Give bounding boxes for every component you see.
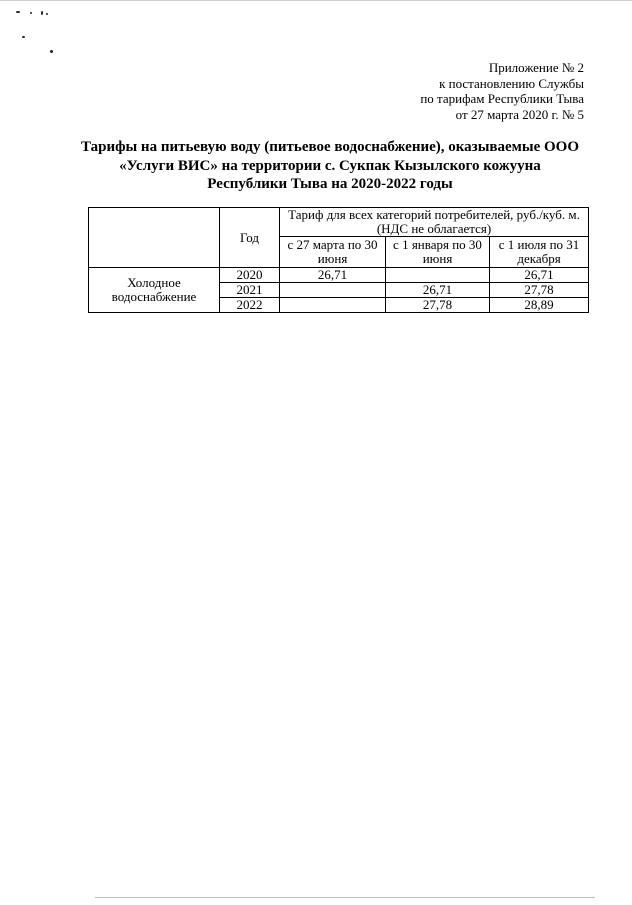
year-cell: 2021 [220,283,280,298]
appendix-ref: к постановлению Службы [439,75,584,91]
year-cell: 2020 [220,268,280,283]
table-row [89,268,589,283]
page-bottom-border [95,897,595,898]
scan-speck [46,13,48,15]
appendix-block [420,60,584,122]
service-cell: Холодное водоснабжение [89,268,220,313]
document-title [60,138,600,194]
title-line-1: Тарифы на питьевую воду (питьевое водоснабжение), оказываемые ООО [80,139,580,155]
tariff-cell [280,283,386,298]
tariff-table [88,207,589,313]
header-period-3: с 1 июля по 31 декабря [490,237,589,268]
tariff-cell: 26,71 [386,283,490,298]
header-tariff: Тариф для всех категорий потребителей, руб./куб. м. (НДС не облагается) [280,208,589,237]
tariff-cell: 28,89 [490,298,589,313]
tariff-cell [386,268,490,283]
scan-speck [22,36,25,38]
tariff-cell: 27,78 [490,283,589,298]
table-header-row [89,208,589,237]
header-period-2: с 1 января по 30 июня [386,237,490,268]
tariff-cell [280,298,386,313]
header-empty-cell [89,208,220,268]
scan-speck [16,11,20,13]
tariff-cell: 26,71 [490,268,589,283]
tariff-cell: 26,71 [280,268,386,283]
scan-speck [41,11,43,15]
appendix-number: Приложение № 2 [488,60,584,75]
tariff-cell: 27,78 [386,298,490,313]
scan-speck [30,12,32,14]
header-period-1: с 27 марта по 30 июня [280,237,386,268]
scan-speck [50,50,53,53]
title-line-2: «Услуги ВИС» на территории с. Сукпак Кызылского кожууна [119,157,541,174]
appendix-date: от 27 марта 2020 г. № 5 [455,106,584,122]
year-cell: 2022 [220,298,280,313]
appendix-agency: по тарифам Республики Тыва [420,91,584,106]
title-line-3: Республики Тыва на 2020-2022 годы [207,176,453,192]
page-top-border [0,0,632,1]
header-year: Год [220,208,280,268]
